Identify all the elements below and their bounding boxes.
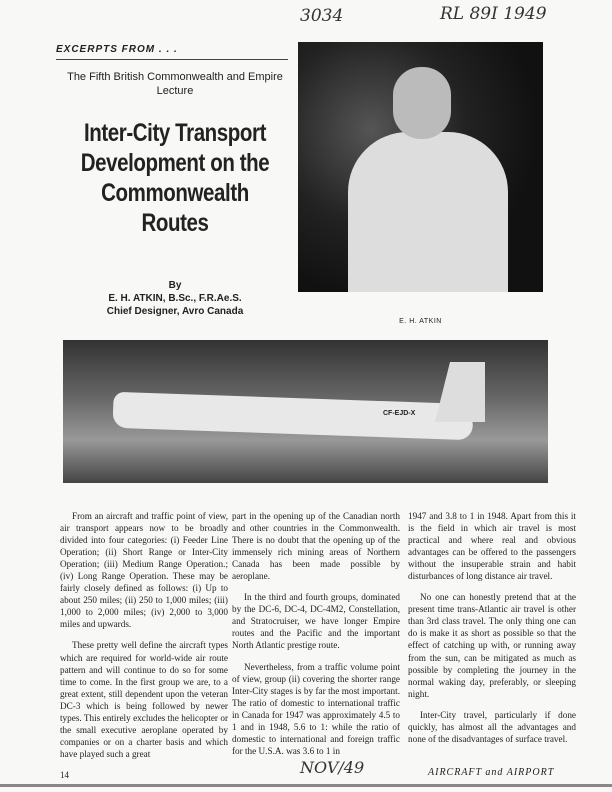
text-column-1 xyxy=(60,510,228,769)
byline xyxy=(60,279,290,318)
excerpts-label: EXCERPTS FROM . . . xyxy=(56,44,178,55)
paragraph: In the third and fourth groups, dominated by the DC-6, DC-4, DC-4M2, Constellation, and Stratocruiser, we have longer Empire routes and the Pacific and the important North Atlantic prestige route. xyxy=(232,592,400,651)
aircraft-photo xyxy=(63,340,548,483)
author-photo xyxy=(298,42,543,292)
handwritten-reference: RL 89I 1949 xyxy=(440,4,547,24)
paragraph: Inter-City travel, particularly if done quickly, has almost all the advantages and none of the disadvantages of surface travel. xyxy=(408,709,576,744)
paragraph: From an aircraft and traffic point of view, air transport appears now to be broadly divided into four categories: (i) Feeder Line Operation; (ii) Short Range or Inter-City Operation; (iii) Medium Range Operation.; (iv) Long Range Operation. These may be fairly closely defined as follows: (i) Up to about 250 miles; (ii) 250 to 1,000 miles; (iii) 1,000 to 2,000 miles; (iv) 2,000 to 3,000 miles and upwards. xyxy=(60,511,228,630)
header-rule xyxy=(56,59,288,60)
page-edge xyxy=(0,784,612,787)
paragraph: These pretty well define the aircraft types which are required for world-wide air route pattern and will continue to do so for some time to come. In the first group we are, to a great extent, still dependent upon the veteran DC-3 which is being followed by newer types. This entirely excludes the helicopter or the small executive aeroplane operated by companies or on a charter basis and which have played such a great xyxy=(60,640,228,759)
handwritten-date: NOV/49 xyxy=(300,758,365,777)
page-number: 14 xyxy=(60,770,69,780)
text-column-2 xyxy=(232,510,400,766)
article-title: Inter-City Transport Development on the Commonwealth Routes xyxy=(80,119,270,237)
author-role: Chief Designer, Avro Canada xyxy=(106,306,244,317)
paragraph: No one can honestly pretend that at the present time trans-Atlantic air travel is other than 3rd class travel. The only thing one can do is make it as short as possible so that the effect of catching up with, or running away from the sun, can be mitigated as much as possible by completing the journey in the normal waking day, preferably, or sleeping night. xyxy=(408,592,576,699)
photo-caption: E. H. ATKIN xyxy=(399,318,442,325)
by-label: By xyxy=(168,280,182,291)
paragraph: part in the opening up of the Canadian north and other countries in the Commonwealth. There is no doubt that the opening up of the immensely rich mining areas of Northern Canada has been made possible by aeroplane. xyxy=(232,511,400,582)
handwritten-number: 3034 xyxy=(300,6,344,26)
paragraph: Nevertheless, from a traffic volume point of view, group (ii) covering the shorter range Inter-City stages is by far the most important. The ratio of domestic to international traffic in Canada for 1947 was approximately 4.5 to 1 and in 1948, 5.6 to 1: while the ratio of domestic to international and foreign traffic for the U.S.A. was 3.6 to 1 in xyxy=(232,661,400,756)
lecture-subtitle: The Fifth British Commonwealth and Empire Lecture xyxy=(67,71,283,97)
magazine-name: AIRCRAFT and AIRPORT xyxy=(428,767,555,778)
text-column-3 xyxy=(408,510,576,754)
aircraft-registration: CF-EJD-X xyxy=(383,410,416,417)
paragraph: 1947 and 3.8 to 1 in 1948. Apart from this it is the field in which air travel is most practical and where real and obvious advantages can be offered to the passengers without the insuperable strain and habit disturbances of long distance air travel. xyxy=(408,511,576,582)
author-name: E. H. ATKIN, B.Sc., F.R.Ae.S. xyxy=(108,293,242,304)
